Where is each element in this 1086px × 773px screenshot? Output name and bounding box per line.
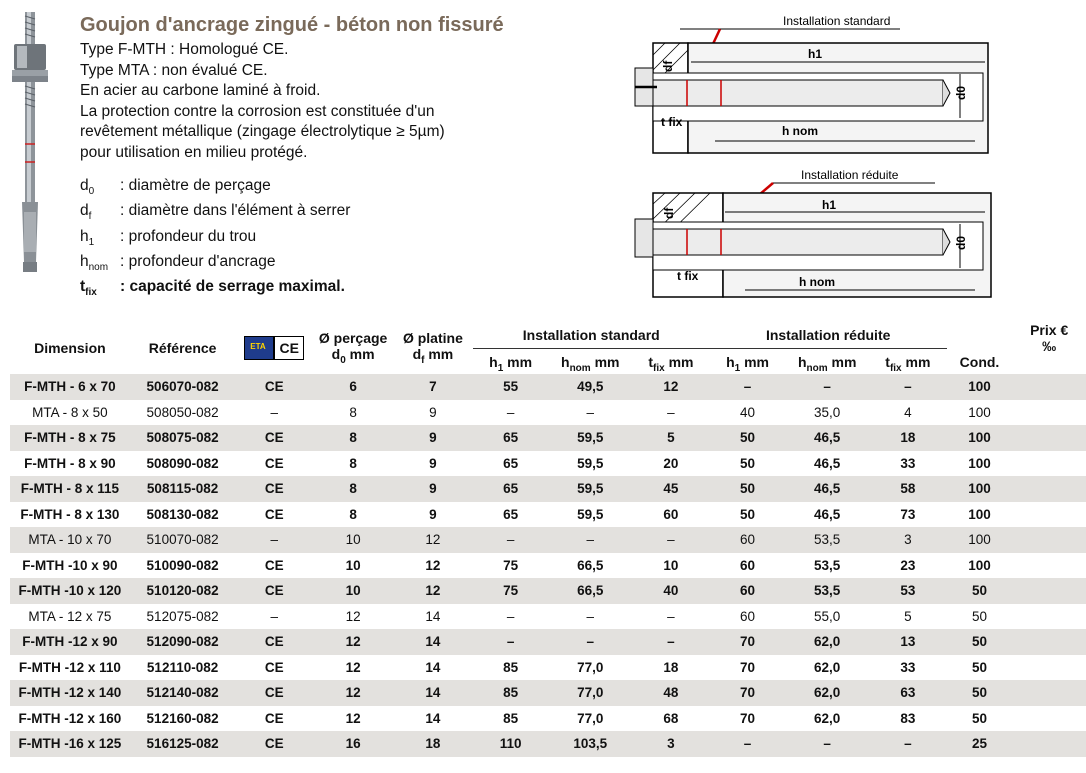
table-row — [10, 425, 1086, 451]
table-row — [10, 578, 1086, 604]
cell-h1r: 40 — [740, 404, 756, 420]
cell-prix — [1012, 731, 1086, 757]
cell-dim: F-MTH -16 x 125 — [10, 731, 130, 757]
cell-tfixs: 3 — [632, 731, 710, 757]
cell-h1r: 50 — [740, 506, 756, 522]
cell-hnomr: 46,5 — [785, 425, 869, 451]
cell-prix — [1012, 476, 1086, 502]
cell-tfixs: – — [667, 608, 675, 624]
cell-tfixs: 68 — [663, 710, 679, 726]
cell-tfixs: 60 — [663, 506, 679, 522]
cell-df: 9 — [429, 455, 437, 471]
dim-tfix-label: t fix — [661, 115, 683, 129]
cell-hnomr: 46,5 — [814, 506, 841, 522]
anchor-bolt-image — [8, 12, 52, 274]
table-row — [10, 374, 1086, 400]
cell-hnomr: 62,0 — [785, 680, 869, 706]
cell-d0: 8 — [349, 404, 357, 420]
cell-ref: 508050-082 — [146, 404, 219, 420]
legend-item: $t_{fix}$ : capacité de serrage maximal. — [80, 278, 345, 299]
cell-h1s: 65 — [473, 476, 549, 502]
cell-d0: 12 — [345, 710, 361, 726]
cell-prix — [1012, 425, 1086, 451]
cell-ref: 512110-082 — [146, 659, 219, 675]
dim-h1-label: h1 — [822, 198, 837, 212]
dim-hnom-label: h nom — [782, 124, 818, 138]
cell-hnoms: 103,5 — [548, 731, 632, 757]
dim-tfix-label: t fix — [677, 269, 699, 283]
cell-dim: F-MTH - 8 x 90 — [24, 455, 116, 471]
dim-hnom-label: h nom — [799, 275, 835, 289]
cell-ref: 512090-082 — [130, 629, 236, 655]
cell-hnoms: – — [548, 527, 632, 553]
cell-h1r: 50 — [740, 455, 756, 471]
col-reference: Référence — [148, 340, 217, 356]
cell-tfixs: 5 — [632, 425, 710, 451]
table-row — [10, 731, 1086, 757]
col-h1-red: $h_1$ mm — [726, 354, 769, 374]
diagram-label: Installation réduite — [801, 168, 899, 182]
cell-h1s: – — [473, 527, 549, 553]
cell-tfixr: 58 — [869, 476, 947, 502]
cell-ref: 510070-082 — [130, 527, 236, 553]
cell-prix — [1012, 578, 1086, 604]
cell-df: 14 — [393, 629, 473, 655]
cell-dim: F-MTH - 8 x 75 — [10, 425, 130, 451]
cell-dim: F-MTH - 6 x 70 — [10, 374, 130, 400]
legend-item: $h_1$ : profondeur du trou — [80, 227, 257, 248]
cell-hnoms: 59,5 — [577, 455, 604, 471]
cell-cond: 100 — [968, 506, 991, 522]
cell-h1s: 65 — [503, 455, 519, 471]
cell-ce: CE — [264, 455, 284, 471]
col-hnom-red: $h_{nom}$ mm — [797, 354, 857, 374]
cell-prix — [1012, 680, 1086, 706]
cell-d0: 16 — [313, 731, 393, 757]
cell-tfixr: 23 — [900, 557, 916, 573]
cell-tfixr: – — [869, 374, 947, 400]
cell-ref: 508075-082 — [130, 425, 236, 451]
cell-prix — [1012, 400, 1086, 426]
cell-df: 7 — [393, 374, 473, 400]
cell-tfixr: 83 — [900, 710, 916, 726]
table-row — [10, 476, 1086, 502]
cell-prix — [1012, 655, 1086, 681]
cell-h1r: 60 — [710, 527, 786, 553]
cell-df: 14 — [425, 710, 441, 726]
table-row — [10, 451, 1086, 477]
col-cond: Cond. — [959, 354, 1000, 370]
cell-d0: 12 — [313, 680, 393, 706]
diagram-standard — [605, 10, 1005, 160]
cell-ce: CE — [264, 659, 284, 675]
cell-ce: CE — [235, 374, 313, 400]
cell-h1s: 85 — [503, 659, 519, 675]
cell-dim: F-MTH -12 x 90 — [10, 629, 130, 655]
cell-ref: 512160-082 — [146, 710, 219, 726]
cell-cond: 50 — [971, 710, 987, 726]
cell-ce: – — [270, 608, 279, 624]
table-row — [10, 680, 1086, 706]
cell-hnomr: – — [785, 731, 869, 757]
cell-tfixr: 73 — [900, 506, 916, 522]
cell-hnomr: 53,5 — [814, 557, 841, 573]
cell-h1r: 70 — [710, 629, 786, 655]
cell-hnoms: – — [586, 608, 595, 624]
cell-hnomr: 62,0 — [814, 710, 841, 726]
cell-d0: 6 — [313, 374, 393, 400]
cell-ref: 512075-082 — [146, 608, 219, 624]
description-line: En acier au carbone laminé à froid. — [80, 82, 321, 99]
cell-dim: F-MTH -10 x 120 — [10, 578, 130, 604]
cell-tfixr: 33 — [900, 455, 916, 471]
cell-ce: CE — [235, 476, 313, 502]
cell-hnoms: 66,5 — [548, 578, 632, 604]
cell-prix — [1012, 604, 1086, 630]
cell-ref: 506070-082 — [130, 374, 236, 400]
cell-d0: 10 — [313, 527, 393, 553]
cell-tfixr: 4 — [904, 404, 912, 420]
table-row — [10, 706, 1086, 732]
col-dimension: Dimension — [34, 340, 106, 356]
cell-tfixs: 45 — [632, 476, 710, 502]
cell-dim: F-MTH - 8 x 115 — [10, 476, 130, 502]
table-row — [10, 629, 1086, 655]
cell-d0: 12 — [345, 659, 361, 675]
cell-dim: MTA - 8 x 50 — [32, 404, 108, 420]
cell-cond: 100 — [968, 455, 991, 471]
cell-h1s: – — [506, 608, 515, 624]
cell-ce: CE — [235, 680, 313, 706]
cell-h1s: 55 — [473, 374, 549, 400]
cell-tfixs: – — [667, 404, 675, 420]
cell-h1r: 70 — [710, 680, 786, 706]
cell-hnoms: 77,0 — [577, 710, 604, 726]
dim-h1-label: h1 — [808, 47, 823, 61]
cell-h1r: 60 — [740, 557, 756, 573]
cell-tfixr: 5 — [904, 608, 912, 624]
table-row — [10, 655, 1086, 681]
cell-dim: F-MTH -10 x 90 — [22, 557, 118, 573]
legend-item: $h_{nom}$ : profondeur d'ancrage — [80, 252, 276, 273]
cell-df: 12 — [425, 557, 441, 573]
cell-h1r: 60 — [710, 578, 786, 604]
cell-hnoms: – — [586, 404, 595, 420]
cell-h1s: 75 — [473, 578, 549, 604]
col-tfix-red: $t_{fix}$ mm — [885, 354, 931, 374]
cell-hnomr: 35,0 — [814, 404, 841, 420]
cell-d0: 8 — [313, 425, 393, 451]
cell-cond: 100 — [968, 557, 991, 573]
cell-h1r: – — [710, 731, 786, 757]
cell-cond: 50 — [971, 608, 987, 624]
description-line: pour utilisation en milieu protégé. — [80, 143, 308, 161]
dim-df-label: df — [661, 60, 675, 72]
cell-h1r: – — [710, 374, 786, 400]
cell-dim: F-MTH -12 x 160 — [18, 710, 122, 726]
cell-h1s: 110 — [473, 731, 549, 757]
group-installation-standard: Installation standard — [473, 322, 710, 348]
cell-h1r: 60 — [740, 608, 756, 624]
cell-cond: 50 — [947, 578, 1013, 604]
cell-d0: 8 — [313, 476, 393, 502]
cell-d0: 8 — [349, 455, 357, 471]
cell-tfixs: – — [632, 629, 710, 655]
cell-h1s: 85 — [473, 680, 549, 706]
table-row — [10, 502, 1086, 528]
cell-df: 9 — [393, 425, 473, 451]
cell-cond: 100 — [947, 425, 1013, 451]
col-h1-std: $h_1$ mm — [489, 354, 533, 374]
cell-tfixs: 10 — [663, 557, 679, 573]
cell-dim: F-MTH - 8 x 130 — [20, 506, 120, 522]
group-installation-reduite: Installation réduite — [710, 322, 947, 348]
cell-tfixs: 40 — [632, 578, 710, 604]
product-description — [80, 40, 445, 163]
description-line: Type MTA : non évalué CE. — [80, 61, 268, 79]
cell-tfixs: – — [632, 527, 710, 553]
symbol-legend — [80, 176, 350, 302]
description-line: revêtement métallique (zingage électrolytique ≥ 5µm) — [80, 123, 445, 140]
cell-d0: 8 — [349, 506, 357, 522]
cell-h1s: 65 — [503, 506, 519, 522]
cell-d0: 12 — [345, 608, 361, 624]
cell-h1r: 50 — [710, 476, 786, 502]
description-line: La protection contre la corrosion est constituée d'un — [80, 102, 435, 120]
cell-df: 12 — [393, 578, 473, 604]
cell-tfixr: 13 — [869, 629, 947, 655]
cell-hnomr: – — [785, 374, 869, 400]
cell-hnoms: 49,5 — [548, 374, 632, 400]
cell-dim: F-MTH -12 x 110 — [18, 659, 121, 675]
cell-prix — [1012, 527, 1086, 553]
cell-hnoms: 66,5 — [577, 557, 604, 573]
cell-tfixs: 20 — [663, 455, 679, 471]
table-row — [10, 527, 1086, 553]
cell-df: 9 — [429, 506, 437, 522]
cell-hnomr: 55,0 — [814, 608, 841, 624]
cell-df: 14 — [425, 608, 441, 624]
cell-ref: 510120-082 — [130, 578, 236, 604]
cell-ce: – — [235, 527, 313, 553]
cell-cond: 100 — [947, 374, 1013, 400]
cell-h1s: – — [506, 404, 515, 420]
cell-hnomr: 62,0 — [785, 629, 869, 655]
eta-flag-icon: ETA — [244, 336, 274, 360]
cell-prix — [1012, 374, 1086, 400]
cell-tfixs: 48 — [632, 680, 710, 706]
ce-mark-icon: CE — [274, 336, 304, 360]
cell-df: 12 — [393, 527, 473, 553]
table-row — [10, 553, 1086, 579]
cell-ce: CE — [264, 557, 284, 573]
cell-cond: 50 — [947, 680, 1013, 706]
cell-df: 14 — [425, 659, 441, 675]
cell-dim: MTA - 12 x 75 — [28, 608, 112, 624]
table-row — [10, 604, 1086, 630]
cell-ref: 516125-082 — [130, 731, 236, 757]
cell-hnoms: 59,5 — [548, 476, 632, 502]
cell-hnomr: 46,5 — [814, 455, 841, 471]
cell-ce: CE — [264, 506, 284, 522]
col-certification — [235, 322, 313, 374]
cell-d0: 12 — [313, 629, 393, 655]
cell-tfixr: 53 — [869, 578, 947, 604]
diagram-reduite — [605, 164, 1005, 304]
dim-df-label: df — [662, 207, 676, 219]
cell-ce: CE — [264, 710, 284, 726]
legend-item: $d_f$ : diamètre dans l'élément à serrer — [80, 202, 351, 223]
cell-prix — [1012, 502, 1086, 528]
cell-h1s: 75 — [503, 557, 519, 573]
cell-tfixs: 12 — [632, 374, 710, 400]
cell-dim: F-MTH -12 x 140 — [10, 680, 130, 706]
table-row — [10, 400, 1086, 426]
cell-ce: CE — [235, 425, 313, 451]
description-line: Type F-MTH : Homologué CE. — [80, 41, 289, 58]
dim-d0-label: d0 — [954, 235, 968, 250]
cell-hnomr: 53,5 — [785, 527, 869, 553]
cell-ce: CE — [235, 629, 313, 655]
cell-prix — [1012, 451, 1086, 477]
cell-ref: 510090-082 — [146, 557, 219, 573]
cell-hnoms: 59,5 — [548, 425, 632, 451]
cell-hnoms: 77,0 — [548, 680, 632, 706]
cell-tfixr: 63 — [869, 680, 947, 706]
legend-item: $d_0$ : diamètre de perçage — [80, 177, 271, 198]
cell-tfixr: 18 — [869, 425, 947, 451]
cell-dim: MTA - 10 x 70 — [10, 527, 130, 553]
diagram-label: Installation standard — [783, 14, 891, 28]
col-platine: Ø platine $d_f$ mm — [402, 330, 463, 366]
cell-cond: 50 — [971, 659, 987, 675]
cell-ref: 508130-082 — [146, 506, 219, 522]
cell-hnoms: 77,0 — [577, 659, 604, 675]
col-tfix-std: $t_{fix}$ mm — [648, 354, 694, 374]
page-title: Goujon d'ancrage zingué - béton non fissuré — [80, 14, 504, 36]
cell-hnomr: 53,5 — [785, 578, 869, 604]
cell-tfixr: 33 — [900, 659, 916, 675]
cell-tfixr: – — [869, 731, 947, 757]
cell-cond: 100 — [947, 527, 1013, 553]
cell-tfixs: 18 — [663, 659, 679, 675]
cell-ce: – — [270, 404, 279, 420]
cell-h1r: 70 — [740, 710, 756, 726]
cell-d0: 10 — [345, 557, 361, 573]
cell-df: 14 — [393, 680, 473, 706]
cell-hnomr: 46,5 — [785, 476, 869, 502]
cell-cond: 100 — [947, 476, 1013, 502]
cell-h1r: 50 — [710, 425, 786, 451]
cell-h1s: 65 — [473, 425, 549, 451]
cell-ref: 508090-082 — [146, 455, 219, 471]
cell-df: 9 — [393, 476, 473, 502]
cell-hnomr: 62,0 — [814, 659, 841, 675]
cell-prix — [1012, 553, 1086, 579]
cell-cond: 25 — [947, 731, 1013, 757]
cell-d0: 10 — [313, 578, 393, 604]
cell-h1s: – — [473, 629, 549, 655]
cell-prix — [1012, 629, 1086, 655]
col-prix: Prix € ‰ — [1030, 322, 1069, 354]
cell-cond: 100 — [968, 404, 991, 420]
cell-hnoms: – — [548, 629, 632, 655]
cell-ce: CE — [235, 731, 313, 757]
product-table — [10, 322, 1086, 757]
cell-df: 9 — [429, 404, 437, 420]
cell-h1r: 70 — [740, 659, 756, 675]
col-percage: Ø perçage $d_0$ mm — [318, 330, 388, 366]
cell-df: 18 — [393, 731, 473, 757]
cell-ref: 508115-082 — [130, 476, 236, 502]
cell-cond: 50 — [947, 629, 1013, 655]
cell-hnoms: 59,5 — [577, 506, 604, 522]
cell-prix — [1012, 706, 1086, 732]
cell-h1s: 85 — [503, 710, 519, 726]
cell-ref: 512140-082 — [130, 680, 236, 706]
cell-tfixr: 3 — [869, 527, 947, 553]
dim-d0-label: d0 — [954, 85, 968, 100]
col-hnom-std: $h_{nom}$ mm — [561, 354, 620, 374]
cell-ce: CE — [235, 578, 313, 604]
